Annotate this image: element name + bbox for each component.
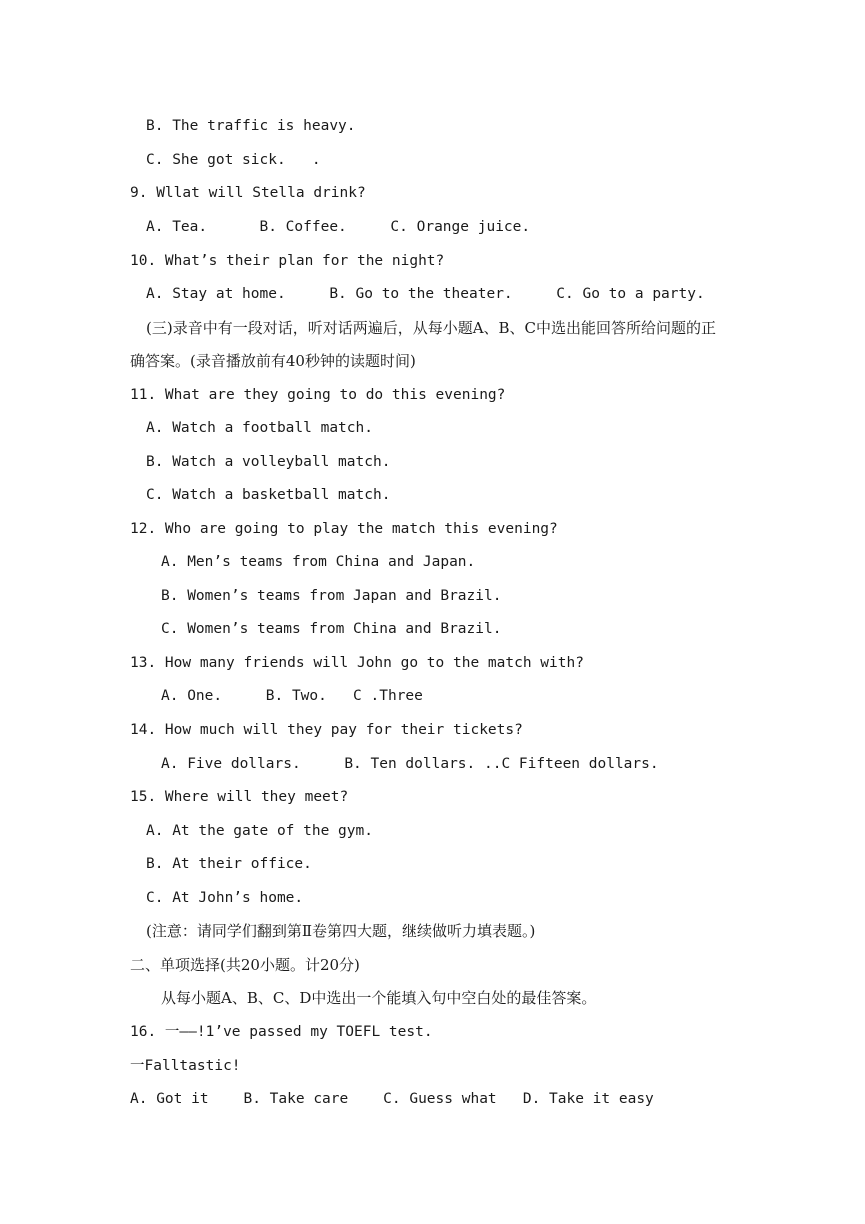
section-3-instruction-cont: 确答案。(录音播放前有40秒钟的读题时间) <box>130 352 416 370</box>
q9-options: A. Tea. B. Coffee. C. Orange juice. <box>146 219 531 235</box>
q11-option-a: A. Watch a football match. <box>146 420 373 436</box>
q15-option-c: C. At John’s home. <box>146 890 304 906</box>
q12-option-c: C. Women’s teams from China and Brazil. <box>161 621 502 637</box>
question-13: 13. How many friends will John go to the match with? <box>130 655 584 671</box>
q8-option-c: C. She got sick. . <box>146 152 321 168</box>
question-15: 15. Where will they meet? <box>130 789 349 805</box>
q16-response: 一Falltastic! <box>130 1058 241 1074</box>
question-11: 11. What are they going to do this evening? <box>130 387 506 403</box>
q14-options: A. Five dollars. B. Ten dollars. ..C Fifteen dollars. <box>161 756 659 772</box>
q10-options: A. Stay at home. B. Go to the theater. C. Go to a party. <box>146 286 705 302</box>
section-3-instruction: (三)录音中有一段对话，听对话两遍后，从每小题A、B、C中选出能回答所给问题的正 <box>146 319 717 337</box>
q11-option-b: B. Watch a volleyball match. <box>146 454 391 470</box>
question-12: 12. Who are going to play the match this evening? <box>130 521 558 537</box>
q16-options: A. Got it B. Take care C. Guess what D. Take it easy <box>130 1091 654 1107</box>
question-14: 14. How much will they pay for their tickets? <box>130 722 523 738</box>
q8-option-b: B. The traffic is heavy. <box>146 118 356 134</box>
question-10: 10. What’s their plan for the night? <box>130 253 445 269</box>
listening-note: (注意：请同学们翻到第Ⅱ卷第四大题，继续做听力填表题。) <box>146 922 536 940</box>
q12-option-b: B. Women’s teams from Japan and Brazil. <box>161 588 502 604</box>
q11-option-c: C. Watch a basketball match. <box>146 487 391 503</box>
section-2-instruction: 从每小题A、B、C、D中选出一个能填入句中空白处的最佳答案。 <box>161 989 597 1007</box>
question-9: 9. Wllat will Stella drink? <box>130 185 366 201</box>
q15-option-a: A. At the gate of the gym. <box>146 823 373 839</box>
question-16: 16. 一——!1’ve passed my TOEFL test. <box>130 1024 433 1040</box>
q15-option-b: B. At their office. <box>146 856 312 872</box>
q12-option-a: A. Men’s teams from China and Japan. <box>161 554 476 570</box>
section-2-heading: 二、单项选择(共20小题。计20分) <box>130 956 360 974</box>
q13-options: A. One. B. Two. C .Three <box>161 688 423 704</box>
